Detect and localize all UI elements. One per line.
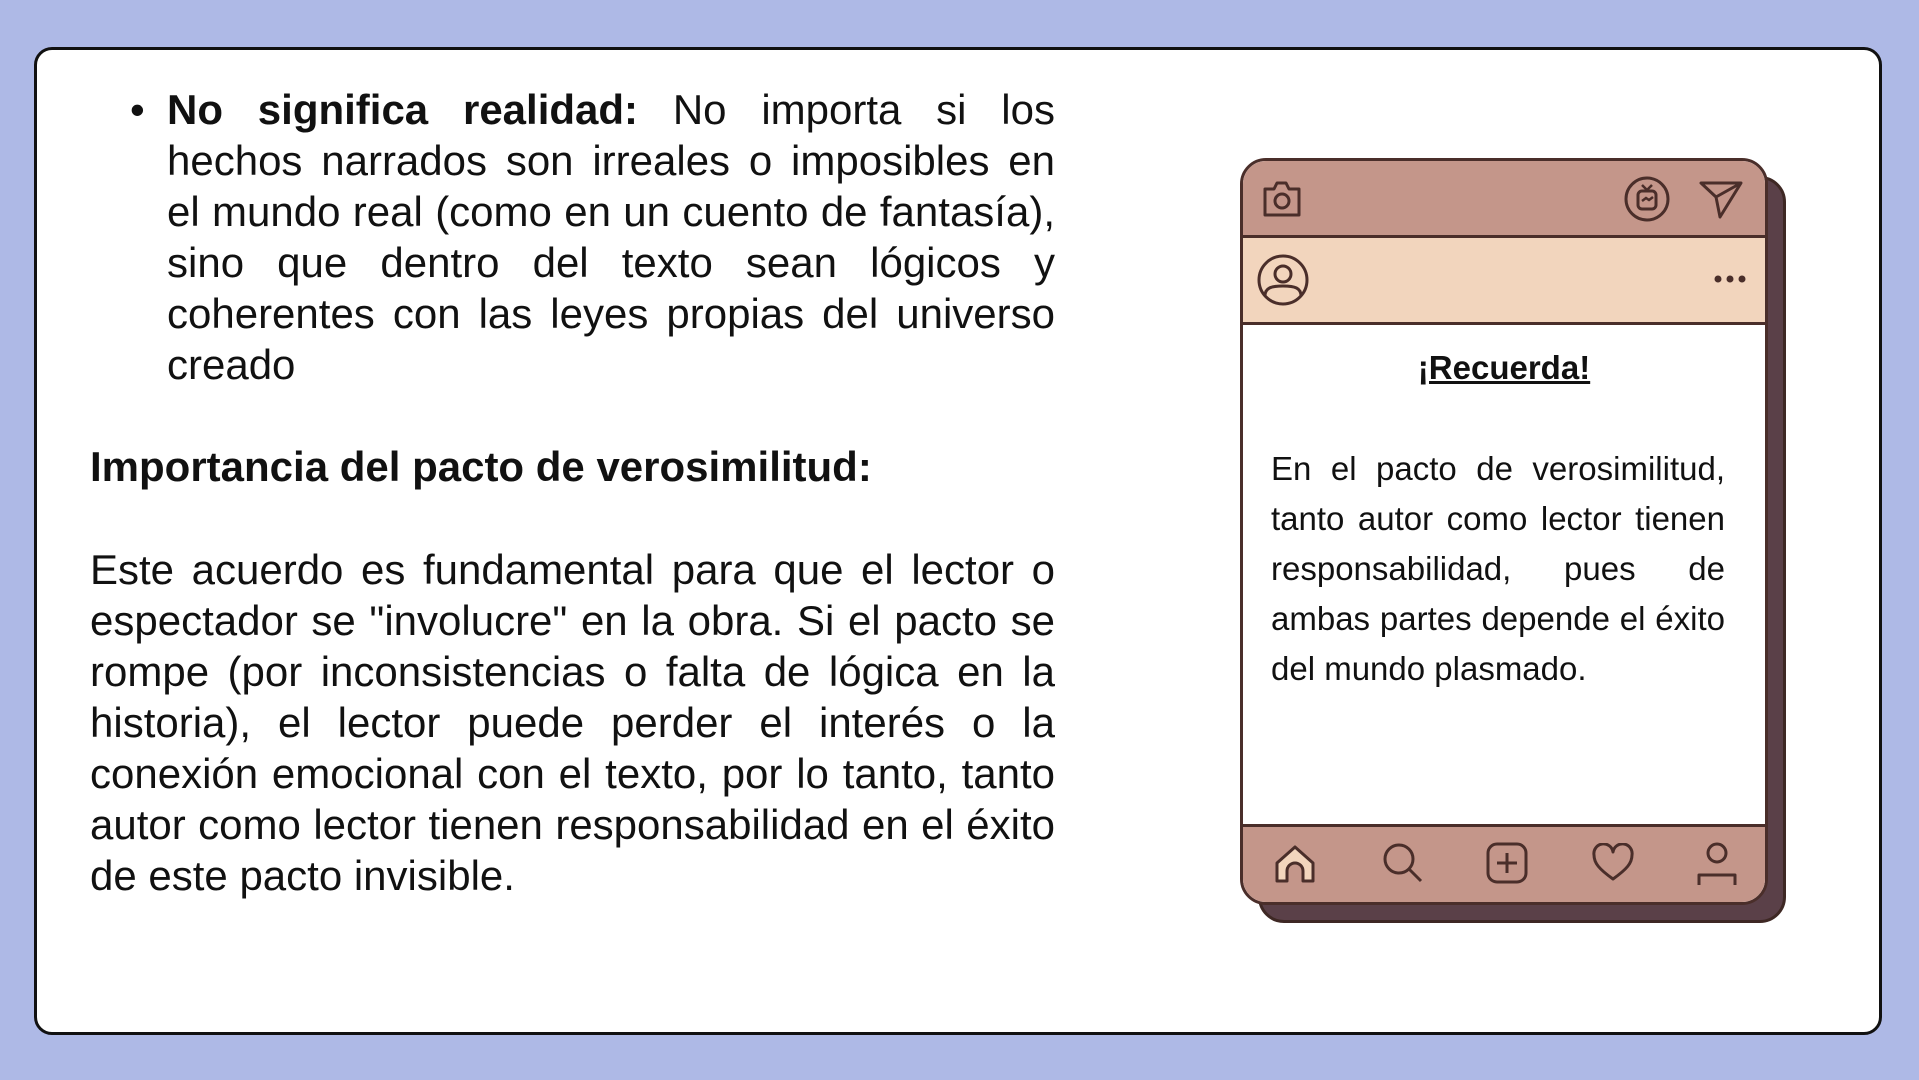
post-text: En el pacto de verosimilitud, tanto autor como lector tienen responsabilidad, pues de ambas partes depende el éxito del mundo plasmado.: [1271, 450, 1725, 687]
bullet-text: No importa si los hechos narrados son irreales o imposibles en el mundo real (como en un cuento de fantasía), sino que dentro del texto sean lógicos y coherentes con las leyes propias del universo creado: [167, 86, 1055, 388]
bullet-bold: No significa realidad:: [167, 86, 639, 133]
search-icon[interactable]: [1381, 841, 1425, 885]
bullet-item: [167, 84, 1055, 390]
send-icon[interactable]: [1698, 179, 1744, 221]
igtv-icon[interactable]: [1623, 175, 1671, 223]
section-heading: Importancia del pacto de verosimilitud:: [90, 443, 872, 490]
more-icon[interactable]: [1713, 274, 1747, 284]
home-icon[interactable]: [1273, 843, 1317, 885]
body-paragraph: Este acuerdo es fundamental para que el lector o espectador se "involucre" en la obra. Si el pacto se rompe (por inconsistencias o falta de lógica en la historia), el lector puede perder el interés o la conexión emocional con el texto, por lo tanto, tanto autor como lector tienen responsabilidad en el éxito de este pacto invisible.: [90, 546, 1055, 899]
phone-top-bar: [1243, 161, 1765, 238]
phone-mockup: [1240, 158, 1768, 905]
camera-icon[interactable]: [1261, 179, 1303, 219]
post-title: ¡Recuerda!: [1417, 349, 1591, 386]
phone-profile-bar: [1243, 238, 1765, 325]
phone-bottom-nav: [1243, 824, 1765, 902]
heart-icon[interactable]: [1591, 843, 1635, 883]
add-icon[interactable]: [1485, 841, 1529, 885]
bullet-dot: •: [130, 86, 145, 133]
avatar-icon[interactable]: [1255, 252, 1311, 308]
profile-icon[interactable]: [1695, 841, 1739, 887]
